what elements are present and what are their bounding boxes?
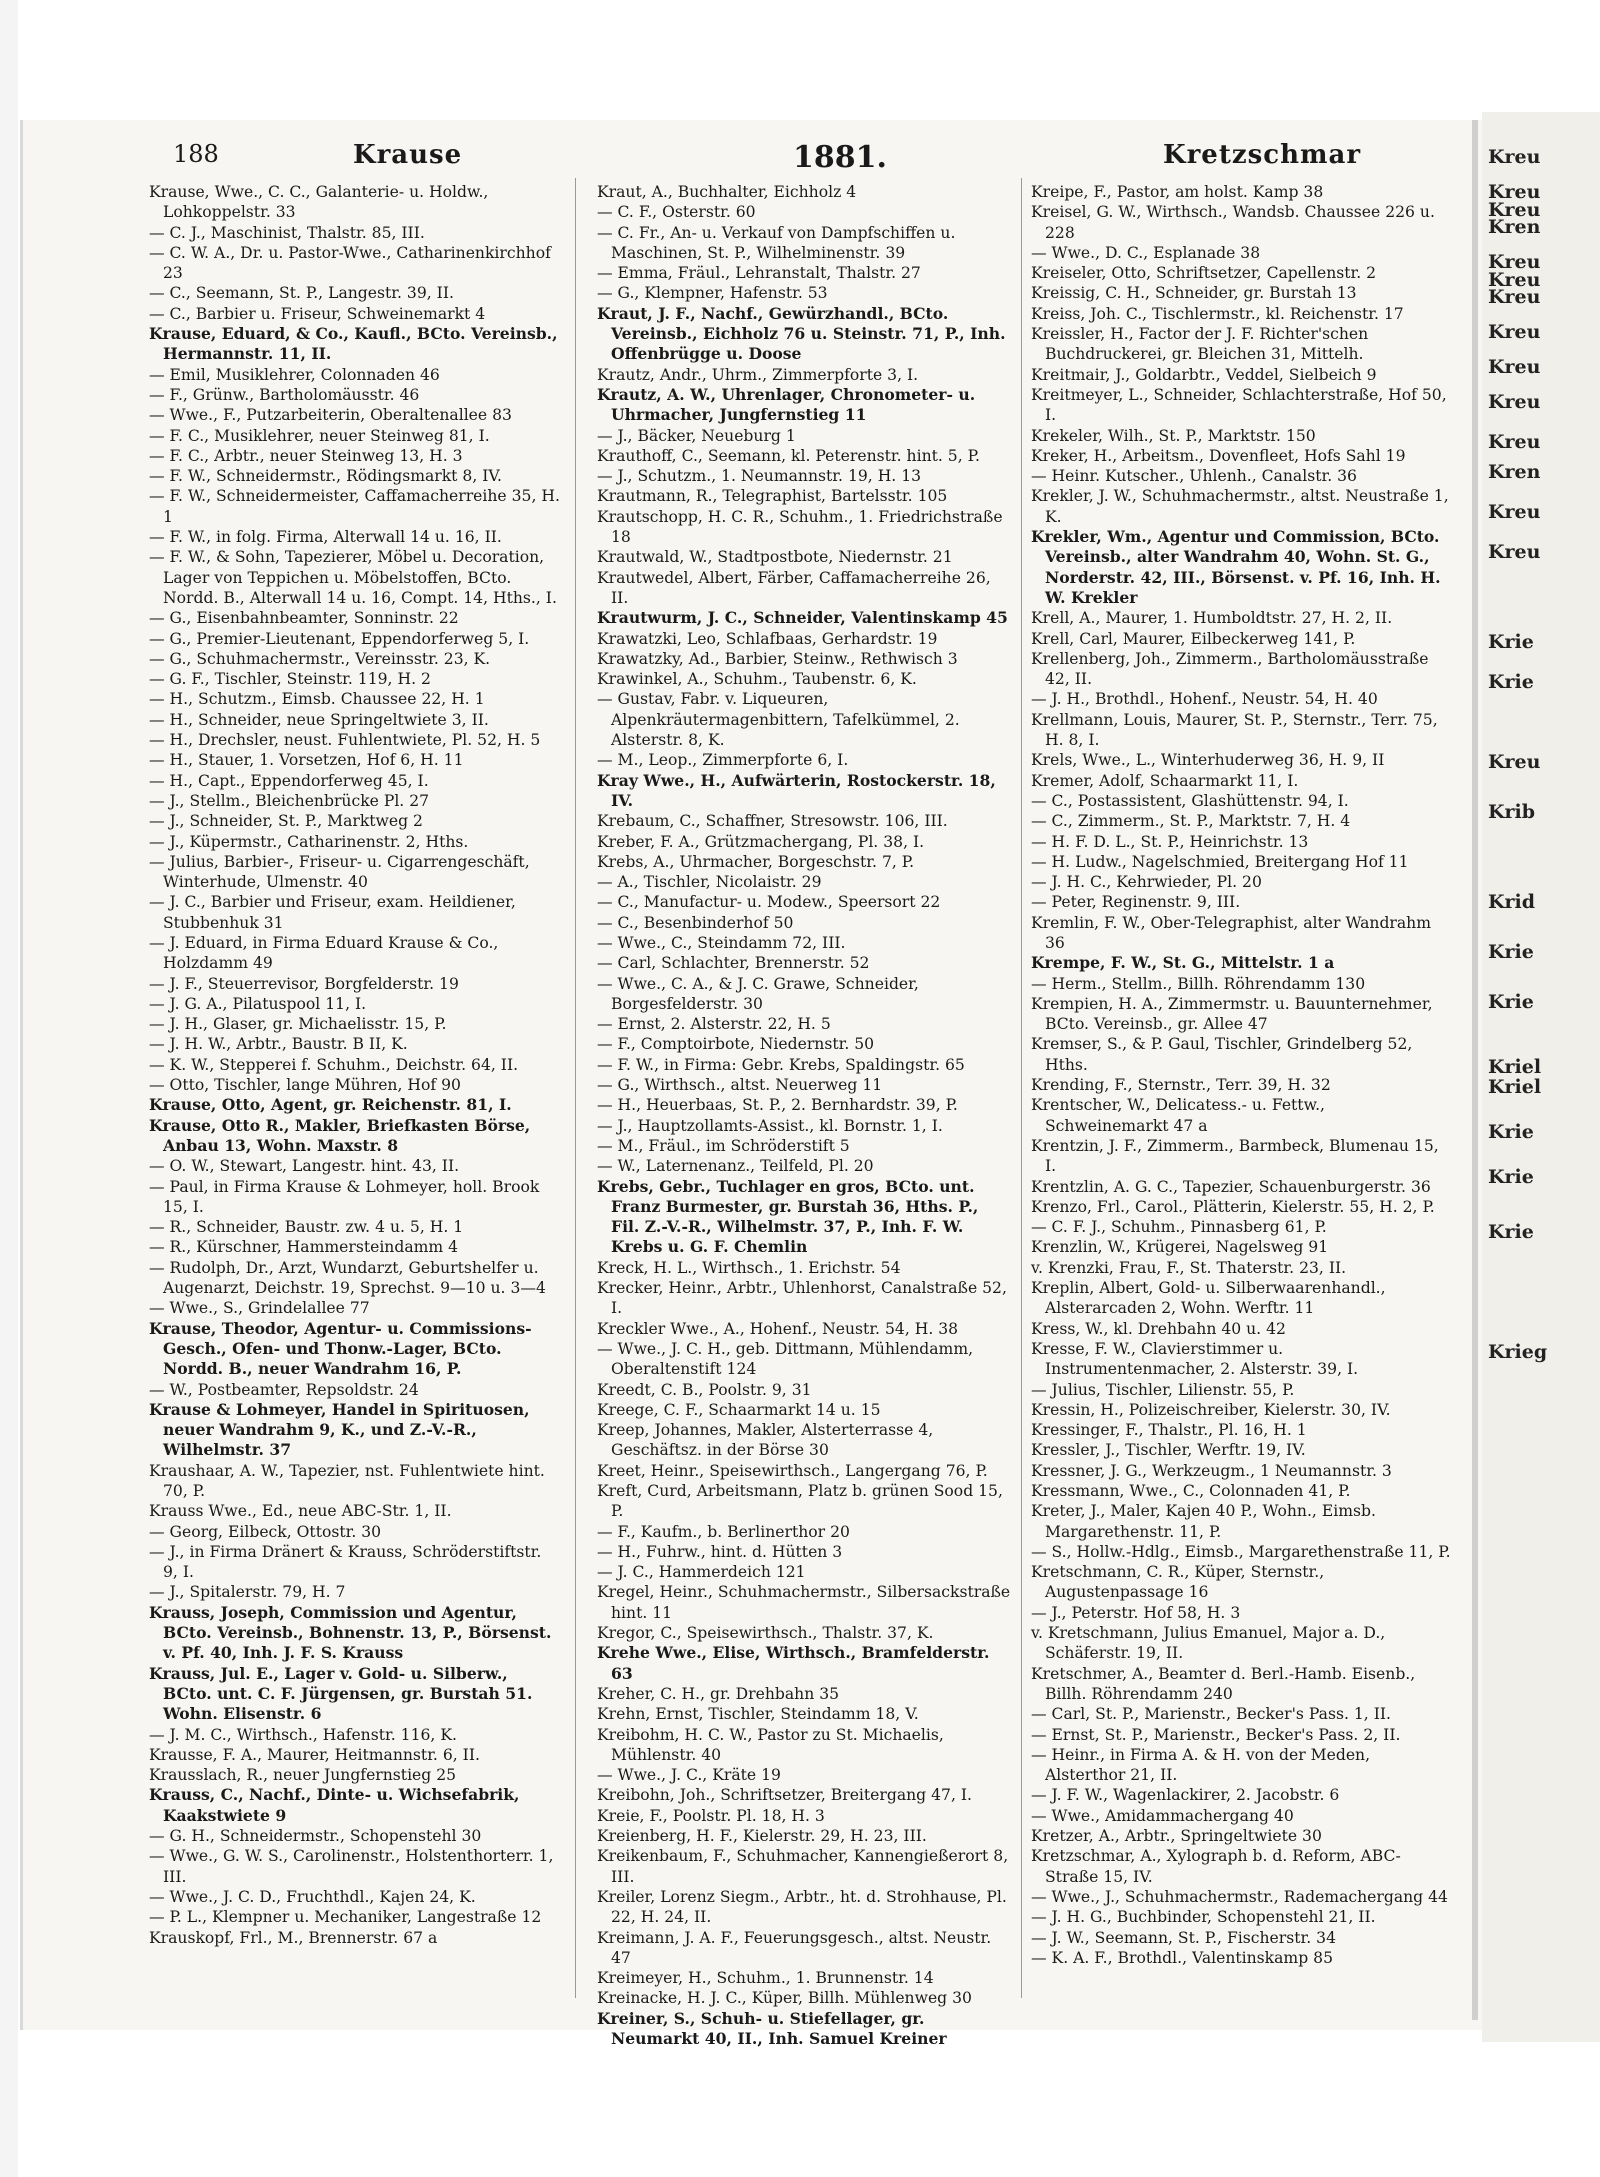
directory-entry: — R., Kürschner, Hammersteindamm 4 [149, 1238, 459, 1257]
directory-entry: Krausse, F. A., Maurer, Heitmannstr. 6, II. [149, 1745, 480, 1764]
directory-entry: — J. G. A., Pilatuspool 11, I. [149, 994, 367, 1013]
directory-entry: — O. W., Stewart, Langestr. hint. 43, II. [149, 1157, 460, 1176]
facing-page-stub: Kreu [1488, 501, 1541, 523]
directory-entry: Krekler, Wm., Agentur und Commission, BCto. Vereinsb., alter Wandrahm 40, Wohn. St. G., Norderstr. 42, III., Börsenst. v. Pf. 16, Inh. H. W. Krekler [1031, 527, 1441, 607]
directory-entry: — H., Fuhrw., hint. d. Hütten 3 [597, 1542, 843, 1561]
directory-entry: Kreckler Wwe., A., Hohenf., Neustr. 54, H. 38 [597, 1319, 959, 1338]
directory-entry: — G. F., Tischler, Steinstr. 119, H. 2 [149, 670, 431, 689]
directory-entry: Kreibohm, H. C. W., Pastor zu St. Michaelis, Mühlenstr. 40 [597, 1725, 944, 1764]
directory-entry: — Peter, Reginenstr. 9, III. [1031, 893, 1241, 912]
directory-entry: Kressner, J. G., Werkzeugm., 1 Neumannstr. 3 [1031, 1461, 1392, 1480]
directory-entry: Krekeler, Wilh., St. P., Marktstr. 150 [1031, 426, 1316, 445]
facing-page-stub: Kren [1488, 461, 1541, 483]
directory-entry: — J. M. C., Wirthsch., Hafenstr. 116, K. [149, 1725, 457, 1744]
directory-entry: Krell, A., Maurer, 1. Humboldtstr. 27, H. 2, II. [1031, 609, 1393, 628]
directory-entry: Krebs, Gebr., Tuchlager en gros, BCto. unt. Franz Burmester, gr. Burstah 36, Hths. P., Fil. Z.-V.-R., Wilhelmstr. 37, P., Inh. F. W. Krebs u. G. F. Chemlin [597, 1176, 979, 1257]
directory-entry: Kreft, Curd, Arbeitsmann, Platz b. grünen Sood 15, P. [597, 1482, 1003, 1521]
directory-entry: — J. H., Brothdl., Hohenf., Neustr. 54, H. 40 [1031, 690, 1378, 709]
directory-entry: — Wwe., Amidammachergang 40 [1031, 1806, 1294, 1825]
directory-entry: Krell, Carl, Maurer, Eilbeckerweg 141, P. [1031, 629, 1356, 648]
directory-entry: — P. L., Klempner u. Mechaniker, Langestraße 12 [149, 1908, 542, 1927]
directory-entry: Kremlin, F. W., Ober-Telegraphist, alter Wandrahm 36 [1031, 913, 1432, 952]
directory-entry: — Wwe., F., Putzarbeiterin, Oberaltenallee 83 [149, 406, 512, 425]
directory-entry: — Wwe., S., Grindelallee 77 [149, 1299, 370, 1318]
directory-entry: Kreissler, H., Factor der J. F. Richter'schen Buchdruckerei, gr. Bleichen 31, Mittelh. [1031, 325, 1369, 364]
directory-entry: Krause, Eduard, & Co., Kaufl., BCto. Vereinsb., Hermannstr. 11, II. [149, 324, 558, 364]
directory-entry: Krauss, Joseph, Commission und Agentur, BCto. Vereinsb., Bohnenstr. 13, P., Börsenst. v. Pf. 40, Inh. J. F. S. Krauss [149, 1602, 552, 1663]
directory-entry: — J. C., Hammerdeich 121 [597, 1563, 806, 1582]
directory-entry: — A., Tischler, Nicolaistr. 29 [597, 873, 822, 892]
directory-entry: Krautz, A. W., Uhrenlager, Chronometer- u. Uhrmacher, Jungfernstieg 11 [597, 384, 976, 425]
directory-entry: Kreber, F. A., Grützmachergang, Pl. 38, I. [597, 832, 925, 851]
directory-entry: — F. W., Schneidermeister, Caffamacherreihe 35, H. 1 [149, 487, 560, 526]
directory-entry: — J., Hauptzollamts-Assist., kl. Bornstr. 1, I. [597, 1116, 943, 1135]
facing-page-stub: Kreu [1488, 431, 1541, 453]
directory-entry: — C. F., Osterstr. 60 [597, 203, 756, 222]
facing-page-stub: Krie [1488, 631, 1534, 653]
page-header [173, 140, 1362, 180]
directory-entry: — G. H., Schneidermstr., Schopenstehl 30 [149, 1827, 482, 1846]
facing-page-stub: Kriel [1488, 1076, 1542, 1098]
directory-entry: — H., Capt., Eppendorferweg 45, I. [149, 771, 429, 790]
directory-entry: Kreker, H., Arbeitsm., Dovenfleet, Hofs Sahl 19 [1031, 446, 1406, 465]
directory-entry: Kreitmair, J., Goldarbtr., Veddel, Sielbeich 9 [1031, 365, 1377, 384]
directory-entry: Krause, Otto R., Makler, Briefkasten Börse, Anbau 13, Wohn. Maxstr. 8 [149, 1115, 531, 1155]
directory-entry: — J. H. W., Arbtr., Baustr. B II, K. [149, 1035, 408, 1054]
directory-entry: Krautwurm, J. C., Schneider, Valentinskamp 45 [597, 608, 1008, 628]
directory-entry: — J. F., Steuerrevisor, Borgfelderstr. 19 [149, 974, 459, 993]
directory-entry: — Wwe., D. C., Esplanade 38 [1031, 243, 1261, 262]
directory-entry: Kresse, F. W., Clavierstimmer u. Instrumentenmacher, 2. Alsterstr. 39, I. [1031, 1339, 1359, 1379]
directory-entry: Krawatzki, Leo, Schlafbaas, Gerhardstr. 19 [597, 629, 938, 648]
directory-entry: Kreinacke, H. J. C., Küper, Billh. Mühlenweg 30 [597, 1989, 972, 2008]
directory-entry: Kreck, H. L., Wirthsch., 1. Erichstr. 54 [597, 1258, 901, 1277]
facing-page-stub: Kreu [1488, 356, 1541, 378]
page-number: 188 [173, 140, 219, 168]
directory-entry: — M., Fräul., im Schröderstift 5 [597, 1136, 850, 1155]
directory-entry: — C., Besenbinderhof 50 [597, 913, 794, 932]
facing-page-edge [1482, 112, 1600, 2042]
directory-entry: — Julius, Barbier-, Friseur- u. Cigarrengeschäft, Winterhude, Ulmenstr. 40 [149, 852, 530, 892]
directory-entry: Krels, Wwe., L., Winterhuderweg 36, H. 9, II [1031, 751, 1385, 770]
directory-entry: — Paul, in Firma Krause & Lohmeyer, holl. Brook 15, I. [149, 1177, 540, 1216]
directory-entry: Krautz, Andr., Uhrm., Zimmerpforte 3, I. [597, 365, 919, 384]
directory-entry: — K. W., Stepperei f. Schuhm., Deichstr. 64, II. [149, 1055, 519, 1074]
facing-page-stub: Krie [1488, 1121, 1534, 1143]
directory-entry: — J. C., Barbier und Friseur, exam. Heildiener, Stubbenhuk 31 [149, 893, 516, 932]
directory-entry: — C. F. J., Schuhm., Pinnasberg 61, P. [1031, 1218, 1327, 1237]
directory-entry: — Carl, Schlachter, Brennerstr. 52 [597, 954, 870, 973]
directory-entry: Kretzer, A., Arbtr., Springeltwiete 30 [1031, 1827, 1322, 1846]
directory-entry: Krauthoff, C., Seemann, kl. Peterenstr. hint. 5, P. [597, 446, 980, 465]
directory-entry: Krausslach, R., neuer Jungfernstieg 25 [149, 1766, 457, 1785]
facing-page-stub: Krie [1488, 941, 1534, 963]
directory-entry: — F. W., & Sohn, Tapezierer, Möbel u. Decoration, Lager von Teppichen u. Möbelstoffen, BCto. Nordd. B., Alterwall 14 u. 16, Compt. 14, Hths., I. [149, 548, 557, 607]
facing-page-stub: Krie [1488, 671, 1534, 693]
directory-entry: — R., Schneider, Baustr. zw. 4 u. 5, H. 1 [149, 1218, 464, 1237]
directory-entry: — Wwe., C. A., & J. C. Grawe, Schneider, Borgesfelderstr. 30 [597, 974, 919, 1013]
directory-entry: Krehe Wwe., Elise, Wirthsch., Bramfelderstr. 63 [597, 1643, 990, 1683]
directory-entry: Kreplin, Albert, Gold- u. Silberwaarenhandl., Alsterarcaden 2, Wohn. Werftr. 11 [1031, 1279, 1386, 1318]
facing-page-stub: Kreu [1488, 391, 1541, 413]
directory-entry: — G., Wirthsch., altst. Neuerweg 11 [597, 1076, 883, 1095]
directory-entry: Kreher, C. H., gr. Drehbahn 35 [597, 1684, 840, 1703]
directory-entry: Krentzin, J. F., Zimmerm., Barmbeck, Blumenau 15, I. [1031, 1136, 1439, 1176]
directory-entry: Krautmann, R., Telegraphist, Bartelsstr. 105 [597, 487, 948, 506]
directory-entry: — G., Premier-Lieutenant, Eppendorferweg 5, I. [149, 629, 530, 648]
facing-page-stub: Krie [1488, 1166, 1534, 1188]
directory-entry: Kretzschmar, A., Xylograph b. d. Reform, ABC-Straße 15, IV. [1031, 1847, 1401, 1886]
directory-entry: — Wwe., C., Steindamm 72, III. [597, 933, 846, 952]
right-running-head: Kretzschmar [1163, 140, 1362, 170]
directory-entry: — J., in Firma Dränert & Krauss, Schröderstiftstr. 9, I. [149, 1542, 542, 1582]
directory-entry: Kreep, Johannes, Makler, Alsterterrasse 4, Geschäftsz. in der Börse 30 [597, 1421, 934, 1460]
directory-entry: — G., Klempner, Hafenstr. 53 [597, 284, 828, 303]
directory-entry: — H., Heuerbaas, St. P., 2. Bernhardstr. 39, P. [597, 1096, 958, 1115]
directory-entry: Kreikenbaum, F., Schuhmacher, Kannengießerort 8, III. [597, 1847, 1009, 1886]
directory-entry: — C., Zimmerm., St. P., Marktstr. 7, H. 4 [1031, 812, 1351, 831]
directory-entry: Kreibohn, Joh., Schriftsetzer, Breitergang 47, I. [597, 1786, 972, 1805]
directory-entry: — C., Manufactur- u. Modew., Speersort 22 [597, 893, 941, 912]
directory-entry: — F., Comptoirbote, Niedernstr. 50 [597, 1035, 875, 1054]
directory-entry: — H. F. D. L., St. P., Heinrichstr. 13 [1031, 832, 1309, 851]
directory-entry: — F. C., Arbtr., neuer Steinweg 13, H. 3 [149, 446, 463, 465]
column-divider [1021, 178, 1022, 1998]
directory-entry: — J. F. W., Wagenlackirer, 2. Jacobstr. 6 [1031, 1786, 1340, 1805]
directory-entry: — Heinr., in Firma A. & H. von der Meden, Alsterthor 21, II. [1031, 1745, 1371, 1785]
directory-entry: Kreiler, Lorenz Siegm., Arbtr., ht. d. Strohhause, Pl. 22, H. 24, II. [597, 1887, 1007, 1927]
scan-margin [0, 0, 18, 2177]
directory-entry: — G., Schuhmachermstr., Vereinsstr. 23, K. [149, 649, 491, 668]
directory-entry: Krause & Lohmeyer, Handel in Spirituosen, neuer Wandrahm 9, K., und Z.-V.-R., Wilhelmstr. 37 [149, 1399, 530, 1460]
directory-entry: Krautwedel, Albert, Färber, Caffamacherreihe 26, II. [597, 568, 991, 607]
directory-entry: Krause, Theodor, Agentur- u. Commissions-Gesch., Ofen- und Thonw.-Lager, BCto. Nordd. B., neuer Wandrahm 16, P. [149, 1318, 532, 1379]
directory-entry: Krempe, F. W., St. G., Mittelstr. 1 a [1031, 953, 1335, 973]
directory-entry: Kreimann, J. A. F., Feuerungsgesch., altst. Neustr. 47 [597, 1928, 992, 1967]
directory-entry: Krenzo, Frl., Carol., Plätterin, Kielerstr. 55, H. 2, P. [1031, 1197, 1435, 1216]
directory-entry: Krautwald, W., Stadtpostbote, Niedernstr. 21 [597, 548, 953, 567]
directory-entry: Kreitmeyer, L., Schneider, Schlachterstraße, Hof 50, I. [1031, 385, 1447, 425]
directory-entry: Krecker, Heinr., Arbtr., Uhlenhorst, Canalstraße 52, I. [597, 1279, 1007, 1318]
directory-entry: — C., Postassistent, Glashüttenstr. 94, I. [1031, 791, 1349, 810]
facing-page-stub: Kren [1488, 216, 1541, 238]
directory-entry: — Ernst, St. P., Marienstr., Becker's Pass. 2, II. [1031, 1725, 1401, 1744]
directory-entry: Kregel, Heinr., Schuhmachermstr., Silbersackstraße hint. 11 [597, 1583, 1011, 1622]
directory-entry: — J., Bäcker, Neueburg 1 [597, 426, 796, 445]
directory-entry: Krauss, Jul. E., Lager v. Gold- u. Silberw., BCto. unt. C. F. Jürgensen, gr. Burstah 51. Wohn. Elisenstr. 6 [149, 1663, 533, 1724]
directory-entry: Kreege, C. F., Schaarmarkt 14 u. 15 [597, 1400, 881, 1419]
directory-entry: — J., Schutzm., 1. Neumannstr. 19, H. 13 [597, 467, 922, 486]
directory-entry: Krellmann, Louis, Maurer, St. P., Sternstr., Terr. 75, H. 8, I. [1031, 710, 1438, 750]
directory-entry: Kraut, J. F., Nachf., Gewürzhandl., BCto. Vereinsb., Eichholz 76 u. Steinstr. 71, P., Inh. Offenbrügge u. Doose [597, 303, 1006, 364]
directory-entry: — Emil, Musiklehrer, Colonnaden 46 [149, 365, 440, 384]
directory-entry: — J. H. C., Kehrwieder, Pl. 20 [1031, 873, 1262, 892]
directory-entry: Kreissig, C. H., Schneider, gr. Burstah 13 [1031, 284, 1357, 303]
directory-entry: Kremser, S., & P. Gaul, Tischler, Grindelberg 52, Hths. [1031, 1035, 1413, 1074]
directory-entry: Kressin, H., Polizeischreiber, Kielerstr. 30, IV. [1031, 1400, 1391, 1419]
directory-entry: Kreter, J., Maler, Kajen 40 P., Wohn., Eimsb. Margarethenstr. 11, P. [1031, 1502, 1376, 1541]
directory-entry: Kreipe, F., Pastor, am holst. Kamp 38 [1031, 183, 1324, 201]
directory-entry: — Otto, Tischler, lange Mühren, Hof 90 [149, 1076, 461, 1095]
directory-entry: Kraushaar, A. W., Tapezier, nst. Fuhlentwiete hint. 70, P. [149, 1461, 545, 1500]
directory-entry: — Emma, Fräul., Lehranstalt, Thalstr. 27 [597, 264, 921, 283]
directory-entry: Krentscher, W., Delicatess.- u. Fettw., Schweinemarkt 47 a [1031, 1096, 1325, 1135]
directory-entry: — C., Barbier u. Friseur, Schweinemarkt 4 [149, 304, 486, 323]
directory-entry: Kreiseler, Otto, Schriftsetzer, Capellenstr. 2 [1031, 264, 1377, 283]
directory-entry: — Julius, Tischler, Lilienstr. 55, P. [1031, 1380, 1295, 1399]
book-binding [1472, 120, 1478, 2020]
facing-page-stub: Kreu [1488, 751, 1541, 773]
directory-entry: Kretschmer, A., Beamter d. Berl.-Hamb. Eisenb., Billh. Röhrendamm 240 [1031, 1664, 1416, 1703]
directory-entry: Kreiner, S., Schuh- u. Stiefellager, gr. Neumarkt 40, II., Inh. Samuel Kreiner [597, 2008, 947, 2049]
year-heading: 1881. [793, 140, 887, 175]
directory-entry: — Wwe., J. C. D., Fruchthdl., Kajen 24, K. [149, 1887, 476, 1906]
directory-entry: — Carl, St. P., Marienstr., Becker's Pass. 1, II. [1031, 1705, 1391, 1724]
directory-entry: — F. W., in Firma: Gebr. Krebs, Spaldingstr. 65 [597, 1055, 965, 1074]
directory-page [20, 120, 1493, 2049]
directory-entry: — C. Fr., An- u. Verkauf von Dampfschiffen u. Maschinen, St. P., Wilhelminenstr. 39 [597, 223, 956, 262]
facing-page-stub: Kreu [1488, 269, 1541, 291]
directory-entry: — H., Stauer, 1. Vorsetzen, Hof 6, H. 11 [149, 751, 464, 770]
directory-entry: — J. H. G., Buchbinder, Schopenstehl 21, II. [1031, 1908, 1376, 1927]
facing-page-stub: Krid [1488, 891, 1536, 913]
facing-page-stub: Kreu [1488, 199, 1541, 221]
directory-column-3 [1031, 182, 1453, 2012]
directory-entry: Krauss, C., Nachf., Dinte- u. Wichsefabrik, Kaakstwiete 9 [149, 1785, 520, 1825]
directory-entry: Kretschmann, C. R., Küper, Sternstr., Augustenpassage 16 [1031, 1563, 1325, 1602]
directory-entry: Kraut, A., Buchhalter, Eichholz 4 [597, 183, 857, 201]
directory-entry: Krehn, Ernst, Tischler, Steindamm 18, V. [597, 1705, 919, 1724]
directory-entry: Krauskopf, Frl., M., Brennerstr. 67 a [149, 1928, 438, 1947]
directory-entry: Krentzlin, A. G. C., Tapezier, Schauenburgerstr. 36 [1031, 1177, 1431, 1196]
facing-page-stub: Kreu [1488, 181, 1541, 203]
directory-entry: — J. Eduard, in Firma Eduard Krause & Co., Holzdamm 49 [149, 933, 499, 973]
directory-entry: — J., Küpermstr., Catharinenstr. 2, Hths. [149, 832, 469, 851]
directory-entry: Krause, Wwe., C. C., Galanterie- u. Holdw., Lohkoppelstr. 33 [149, 183, 489, 222]
directory-entry: — G., Eisenbahnbeamter, Sonninstr. 22 [149, 609, 459, 628]
directory-entry: Krebs, A., Uhrmacher, Borgeschstr. 7, P. [597, 852, 915, 871]
directory-entry: Krawinkel, A., Schuhm., Taubenstr. 6, K. [597, 670, 917, 689]
directory-entry: Kreie, F., Poolstr. Pl. 18, H. 3 [597, 1806, 825, 1825]
directory-entry: — J., Peterstr. Hof 58, H. 3 [1031, 1603, 1241, 1622]
directory-entry: Krawatzky, Ad., Barbier, Steinw., Rethwisch 3 [597, 649, 958, 668]
directory-entry: — J. H., Glaser, gr. Michaelisstr. 15, P. [149, 1015, 447, 1034]
directory-entry: Kregor, C., Speisewirthsch., Thalstr. 37, K. [597, 1624, 934, 1643]
directory-entry: Kreiss, Joh. C., Tischlermstr., kl. Reichenstr. 17 [1031, 304, 1404, 323]
directory-entry: — W., Postbeamter, Repsoldstr. 24 [149, 1380, 419, 1399]
directory-entry: — Gustav, Fabr. v. Liqueuren, Alpenkräutermagenbittern, Tafelkümmel, 2. Alsterstr. 8, K. [597, 690, 960, 750]
directory-entry: — Wwe., J., Schuhmachermstr., Rademachergang 44 [1031, 1887, 1448, 1906]
directory-entry: — F. W., in folg. Firma, Alterwall 14 u. 16, II. [149, 528, 502, 547]
directory-entry: Kressinger, F., Thalstr., Pl. 16, H. 1 [1031, 1421, 1307, 1440]
left-running-head: Krause [353, 140, 463, 170]
directory-entry: Kray Wwe., H., Aufwärterin, Rostockerstr. 18, IV. [597, 770, 996, 810]
directory-entry: v. Krenzki, Frau, F., St. Thaterstr. 23, II. [1031, 1258, 1347, 1277]
directory-entry: — Wwe., G. W. S., Carolinenstr., Holstenthorterr. 1, III. [149, 1847, 554, 1886]
directory-entry: Krause, Otto, Agent, gr. Reichenstr. 81, I. [149, 1095, 512, 1115]
directory-entry: v. Kretschmann, Julius Emanuel, Major a. D., Schäferstr. 19, II. [1031, 1624, 1386, 1663]
directory-entry: Kreimeyer, H., Schuhm., 1. Brunnenstr. 14 [597, 1969, 934, 1988]
facing-page-stub: Kreu [1488, 251, 1541, 273]
directory-entry: — H. Ludw., Nagelschmied, Breitergang Hof 11 [1031, 852, 1409, 871]
directory-entry: — Ernst, 2. Alsterstr. 22, H. 5 [597, 1015, 831, 1034]
directory-entry: Kress, W., kl. Drehbahn 40 u. 42 [1031, 1319, 1286, 1338]
directory-entry: — C. J., Maschinist, Thalstr. 85, III. [149, 223, 425, 242]
directory-entry: — F., Kaufm., b. Berlinerthor 20 [597, 1522, 850, 1541]
facing-page-stub: Krib [1488, 801, 1536, 823]
directory-entry: — Wwe., J. C. H., geb. Dittmann, Mühlendamm, Oberaltenstift 124 [597, 1339, 974, 1379]
directory-entry: Kreisel, G. W., Wirthsch., Wandsb. Chaussee 226 u. 228 [1031, 203, 1435, 242]
directory-column-1 [149, 182, 561, 2012]
facing-page-stub: Krie [1488, 991, 1534, 1013]
facing-page-stub: Krieg [1488, 1341, 1548, 1363]
directory-entry: — J., Spitalerstr. 79, H. 7 [149, 1583, 346, 1602]
directory-entry: — M., Leop., Zimmerpforte 6, I. [597, 751, 849, 770]
directory-entry: Krautschopp, H. C. R., Schuhm., 1. Friedrichstraße 18 [597, 507, 1003, 547]
directory-entry: — J., Schneider, St. P., Marktweg 2 [149, 812, 423, 831]
directory-entry: — F., Grünw., Bartholomäusstr. 46 [149, 385, 420, 404]
directory-entry: Kremer, Adolf, Schaarmarkt 11, I. [1031, 771, 1299, 790]
directory-entry: Kreedt, C. B., Poolstr. 9, 31 [597, 1380, 812, 1399]
directory-entry: — H., Drechsler, neust. Fuhlentwiete, Pl. 52, H. 5 [149, 731, 541, 750]
directory-entry: Krellenberg, Joh., Zimmerm., Bartholomäusstraße 42, II. [1031, 649, 1429, 689]
directory-entry: Kressler, J., Tischler, Werftr. 19, IV. [1031, 1441, 1306, 1460]
directory-entry: — C. W. A., Dr. u. Pastor-Wwe., Catharinenkirchhof 23 [149, 243, 551, 283]
directory-entry: Krending, F., Sternstr., Terr. 39, H. 32 [1031, 1076, 1331, 1095]
facing-page-stub: Kreu [1488, 286, 1541, 308]
facing-page-stub: Kreu [1488, 541, 1541, 563]
directory-entry: Krempien, H. A., Zimmermstr. u. Bauunternehmer, BCto. Vereinsb., gr. Allee 47 [1031, 994, 1433, 1034]
facing-page-stub: Kreu [1488, 321, 1541, 343]
directory-entry: Krenzlin, W., Krügerei, Nagelsweg 91 [1031, 1238, 1329, 1257]
directory-entry: — S., Hollw.-Hdlg., Eimsb., Margarethenstraße 11, P. [1031, 1542, 1451, 1561]
directory-entry: — J. W., Seemann, St. P., Fischerstr. 34 [1031, 1928, 1336, 1947]
directory-entry: Krekler, J. W., Schuhmachermstr., altst. Neustraße 1, K. [1031, 487, 1449, 526]
directory-column-2 [597, 182, 1011, 2049]
directory-entry: — Georg, Eilbeck, Ottostr. 30 [149, 1522, 382, 1541]
facing-page-stub: Kreu [1488, 146, 1541, 168]
directory-entry: — H., Schneider, neue Springeltwiete 3, II. [149, 710, 489, 729]
directory-entry: — Herm., Stellm., Billh. Röhrendamm 130 [1031, 974, 1366, 993]
directory-entry: Kreet, Heinr., Speisewirthsch., Langergang 76, P. [597, 1461, 988, 1480]
directory-entry: — Wwe., J. C., Kräte 19 [597, 1766, 781, 1785]
facing-page-stub: Krie [1488, 1221, 1534, 1243]
directory-entry: — Rudolph, Dr., Arzt, Wundarzt, Geburtshelfer u. Augenarzt, Deichstr. 19, Sprechst. 9—10 u. 3—4 [149, 1258, 546, 1298]
directory-entry: Krauss Wwe., Ed., neue ABC-Str. 1, II. [149, 1502, 452, 1521]
directory-entry: — W., Laternenanz., Teilfeld, Pl. 20 [597, 1157, 874, 1176]
directory-entry: Kreienberg, H. F., Kielerstr. 29, H. 23, III. [597, 1827, 927, 1846]
directory-entry: — F. W., Schneidermstr., Rödingsmarkt 8, IV. [149, 467, 502, 486]
directory-entry: — K. A. F., Brothdl., Valentinskamp 85 [1031, 1948, 1333, 1967]
directory-entry: — C., Seemann, St. P., Langestr. 39, II. [149, 284, 454, 303]
directory-entry: — J., Stellm., Bleichenbrücke Pl. 27 [149, 791, 430, 810]
directory-entry: — H., Schutzm., Eimsb. Chaussee 22, H. 1 [149, 690, 485, 709]
facing-page-stub: Kriel [1488, 1056, 1542, 1078]
column-divider [575, 178, 576, 1998]
directory-entry: Kressmann, Wwe., C., Colonnaden 41, P. [1031, 1482, 1351, 1500]
directory-entry: — F. C., Musiklehrer, neuer Steinweg 81, I. [149, 426, 490, 445]
directory-entry: Krebaum, C., Schaffner, Stresowstr. 106, III. [597, 812, 948, 831]
directory-entry: — Heinr. Kutscher., Uhlenh., Canalstr. 36 [1031, 467, 1357, 486]
